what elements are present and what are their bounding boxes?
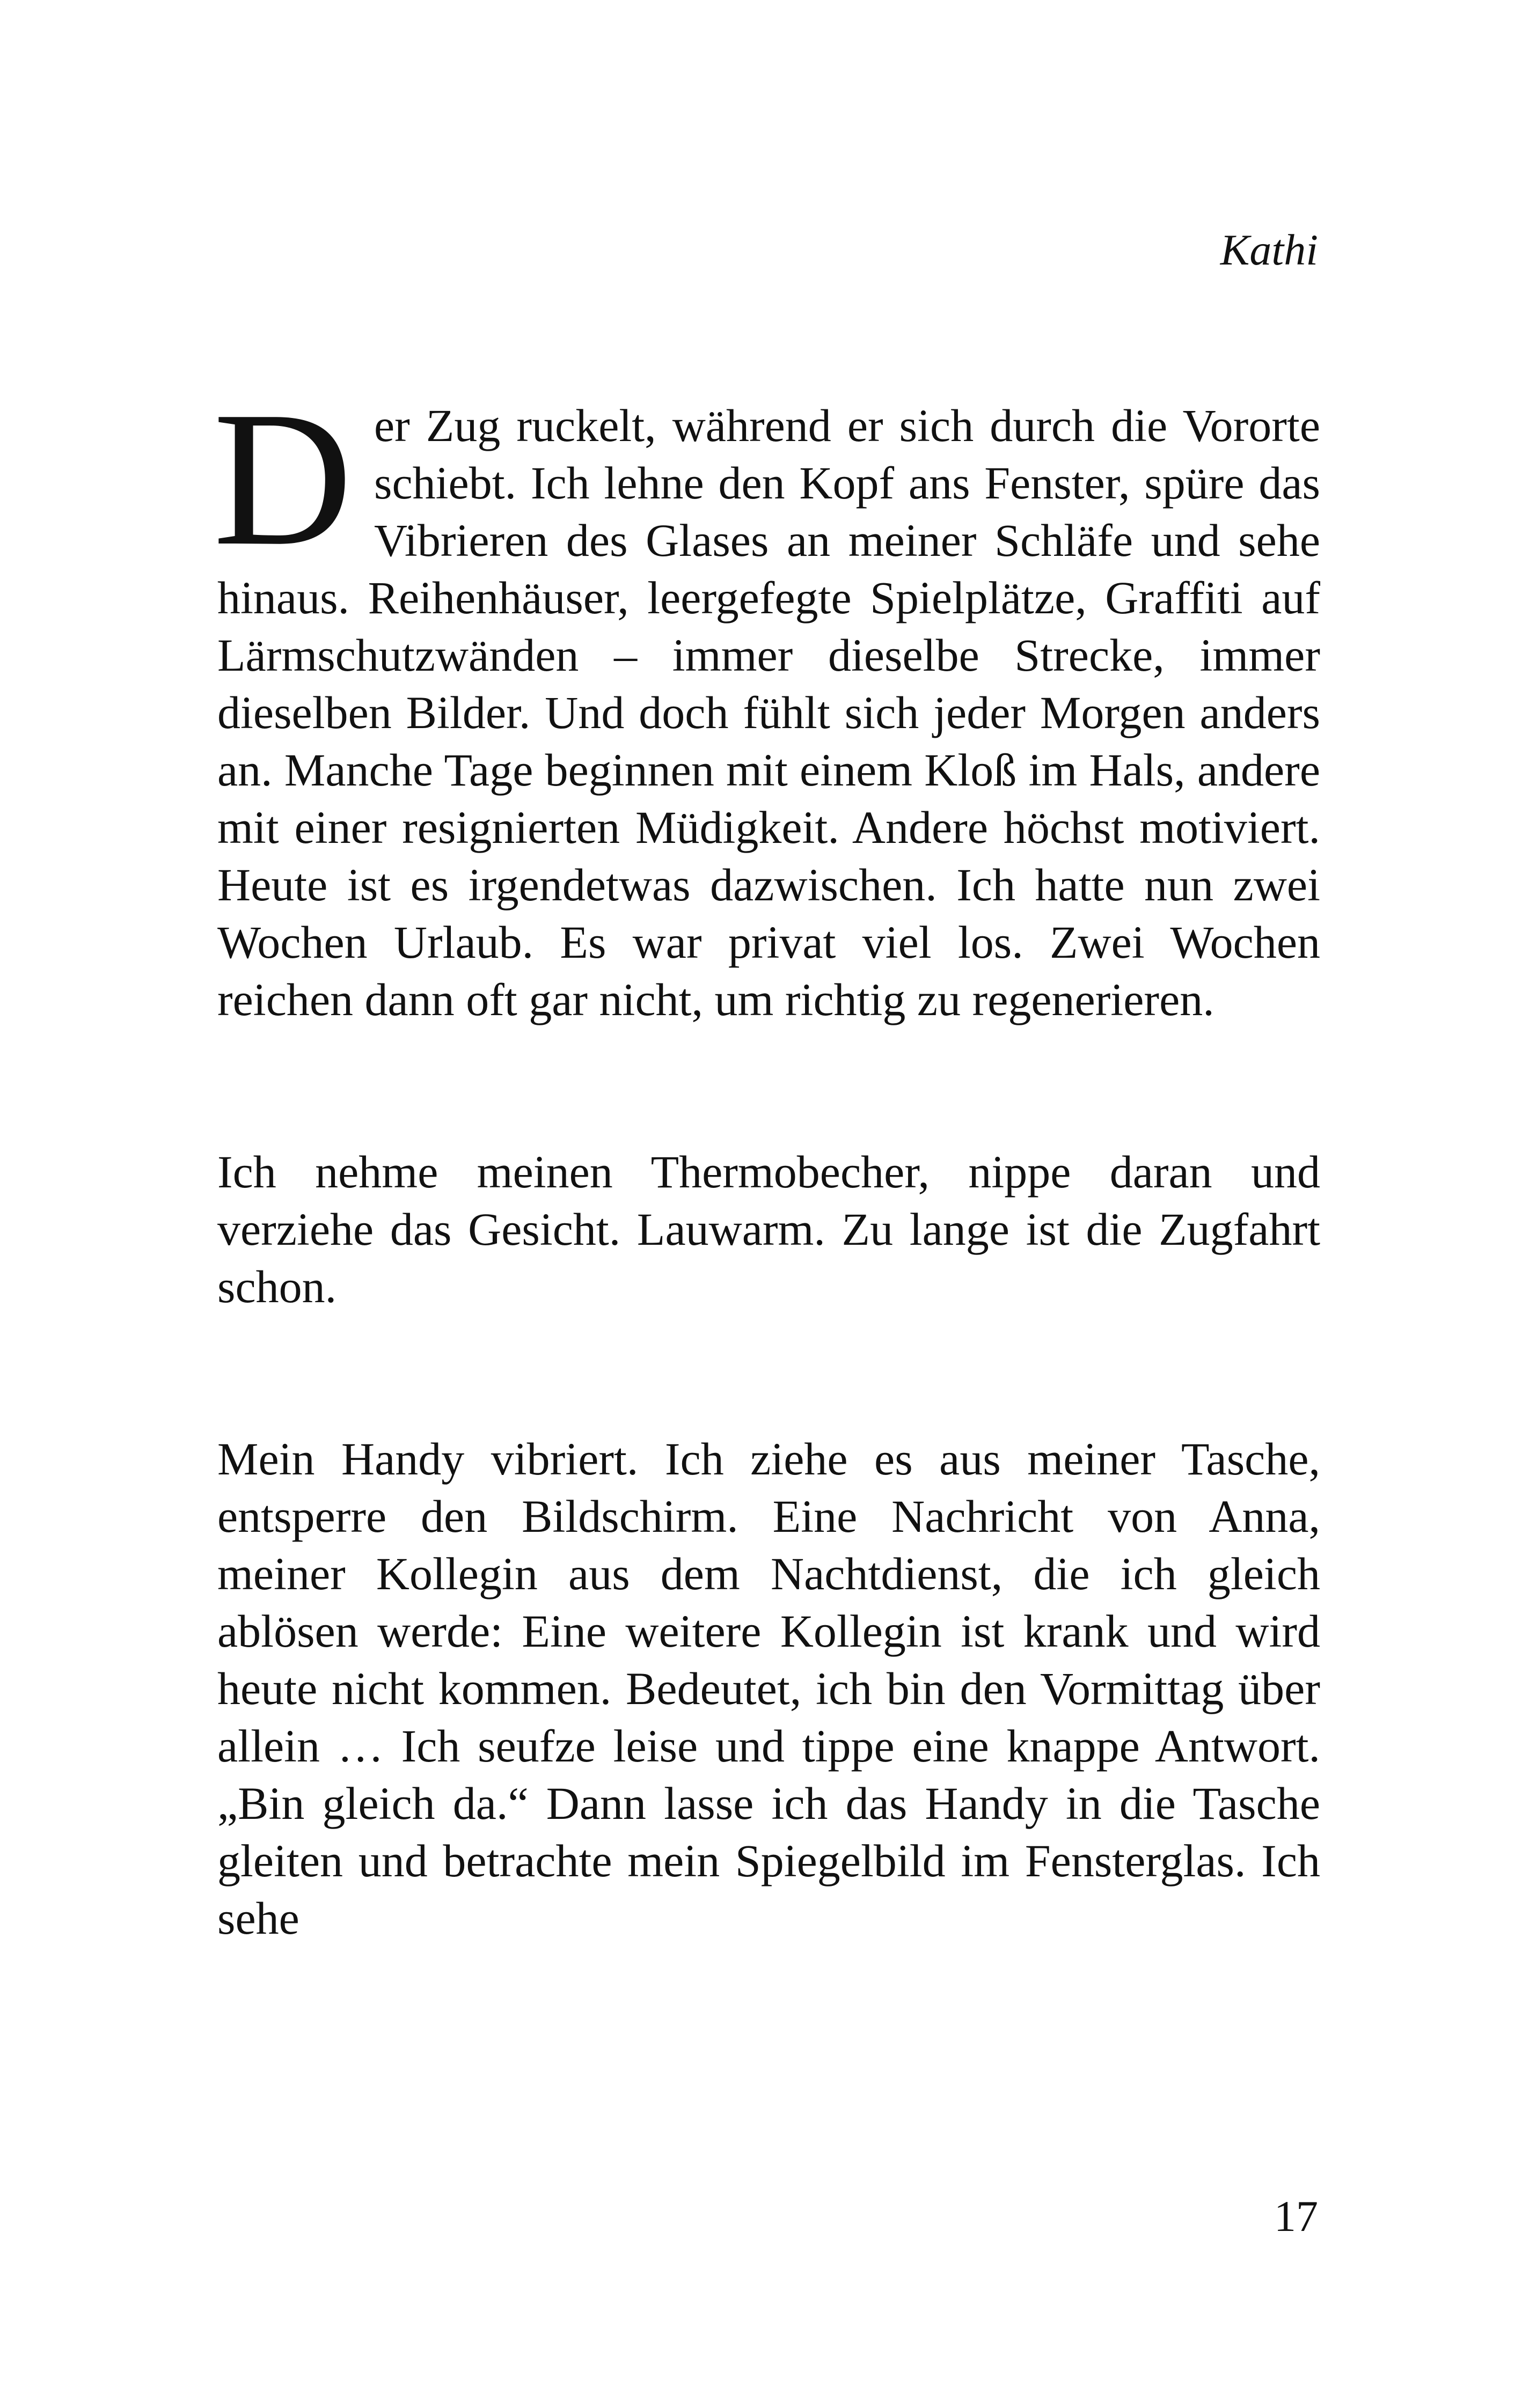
paragraph-2: Ich nehme meinen Thermobecher, nippe daran und verziehe das Gesicht. Lauwarm. Zu lange ist die Zugfahrt schon. (217, 1146, 1320, 1312)
page-number: 17 (1274, 2192, 1318, 2241)
paragraph-1-text: er Zug ruckelt, während er sich durch die Vororte schiebt. Ich lehne den Kopf ans Fenster, spüre das Vibrieren des Glases an meiner Schläfe und sehe hinaus. Reihenhäuser, leergefegte Spielplätze, Graffiti auf Lärmschutzwänden – immer dieselbe Strecke, immer dieselben Bilder. Und doch fühlt sich jeder Morgen anders an. Manche Tage beginnen mit einem Kloß im Hals, andere mit einer resignierten Müdigkeit. Andere höchst motiviert. Heute ist es irgendetwas dazwischen. Ich hatte nun zwei Wochen Urlaub. Es war privat viel los. Zwei Wochen reichen dann oft gar nicht, um richtig zu regenerieren. (217, 400, 1320, 1025)
paragraph-1 (213, 371, 1320, 1029)
drop-cap: D (213, 371, 353, 585)
running-head: Kathi (1220, 225, 1318, 274)
paragraph-3: Mein Handy vibriert. Ich ziehe es aus meiner Tasche, entsperre den Bildschirm. Eine Nachricht von Anna, meiner Kollegin aus dem Nachtdienst, die ich gleich ablösen werde: Eine weitere Kollegin ist krank und wird heute nicht kommen. Bedeutet, ich bin den Vormittag über allein … Ich seufze leise und tippe eine knappe Antwort. „Bin gleich da.“ Dann lasse ich das Handy in die Tasche gleiten und betrachte mein Spiegelbild im Fensterglas. Ich sehe (217, 1433, 1320, 1944)
body-text (213, 371, 1320, 1947)
